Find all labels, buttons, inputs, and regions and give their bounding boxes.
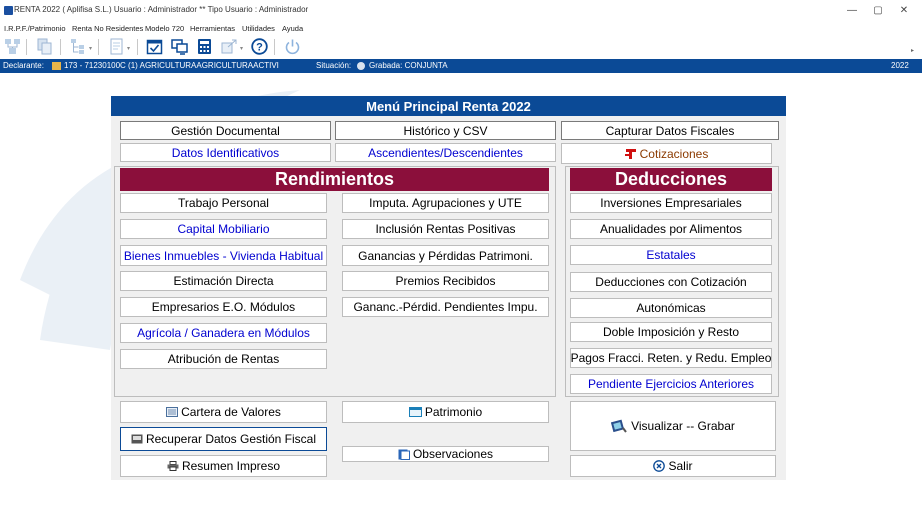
menu-herramientas[interactable]: Herramientas xyxy=(190,24,236,33)
dropdown-arrow-icon[interactable]: ▾ xyxy=(240,46,244,52)
help-icon[interactable] xyxy=(251,38,268,55)
folder-icon xyxy=(52,62,61,70)
estimacion-directa-button[interactable]: Estimación Directa xyxy=(120,271,327,291)
cotizaciones-icon xyxy=(625,148,637,159)
situacion-value: Grabada: CONJUNTA xyxy=(369,61,448,70)
toolbar-separator xyxy=(26,39,27,55)
resumen-impreso-button[interactable] xyxy=(120,455,327,477)
agricola-ganadera-modulos-button[interactable]: Agrícola / Ganadera en Módulos xyxy=(120,323,327,343)
export-icon[interactable] xyxy=(221,38,238,55)
imputa-agrupaciones-ute-button[interactable]: Imputa. Agrupaciones y UTE xyxy=(342,193,549,213)
bienes-inmuebles-button[interactable]: Bienes Inmuebles - Vivienda Habitual xyxy=(120,245,327,266)
minimize-button[interactable]: — xyxy=(847,5,857,16)
toolbar-separator xyxy=(137,39,138,55)
deducciones-header: Deducciones xyxy=(570,168,772,191)
estatales-button[interactable]: Estatales xyxy=(570,245,772,265)
inversiones-empresariales-button[interactable]: Inversiones Empresariales xyxy=(570,193,772,213)
toolbar-overflow-icon[interactable]: ▸ xyxy=(911,48,915,54)
restore-button[interactable]: ▢ xyxy=(873,5,883,16)
autonomicas-button[interactable]: Autonómicas xyxy=(570,298,772,318)
menu-ayuda[interactable]: Ayuda xyxy=(282,24,304,33)
ganancias-perdidas-patrimoniales-button[interactable]: Ganancias y Pérdidas Patrimoni. xyxy=(342,245,549,266)
visualizar-icon xyxy=(611,418,627,434)
menu-irpf[interactable]: I.R.P.F./Patrimonio xyxy=(4,24,66,33)
patrimonio-button[interactable] xyxy=(342,401,549,423)
cotizaciones-label: Cotizaciones xyxy=(639,146,709,161)
declarant-status-bar xyxy=(0,59,922,73)
anualidades-alimentos-button[interactable]: Anualidades por Alimentos xyxy=(570,219,772,239)
rendimientos-header: Rendimientos xyxy=(120,168,549,191)
power-icon[interactable] xyxy=(284,38,301,55)
trabajo-personal-button[interactable]: Trabajo Personal xyxy=(120,193,327,213)
resumen-impreso-label: Resumen Impreso xyxy=(181,459,281,473)
capturar-datos-fiscales-button[interactable]: Capturar Datos Fiscales xyxy=(561,121,779,140)
toolbar-separator xyxy=(274,39,275,55)
premios-recibidos-button[interactable]: Premios Recibidos xyxy=(342,271,549,291)
calculator-icon[interactable] xyxy=(196,38,213,55)
observaciones-icon xyxy=(398,449,410,460)
menu-utilidades[interactable]: Utilidades xyxy=(242,24,275,33)
ganancias-perdidas-pendientes-button[interactable]: Gananc.-Pérdid. Pendientes Impu. xyxy=(342,297,549,317)
situacion-label: Situación: xyxy=(316,61,352,70)
cartera-valores-label: Cartera de Valores xyxy=(181,405,281,419)
patrimonio-icon xyxy=(409,407,422,417)
close-button[interactable]: ✕ xyxy=(899,5,909,16)
dropdown-arrow-icon[interactable]: ▾ xyxy=(127,46,131,52)
toolbar xyxy=(0,35,922,59)
declarante-value[interactable]: 173 - 71230100C (1) AGRICULTURAAGRICULTURAACTIVI xyxy=(64,61,279,70)
cotizaciones-button[interactable] xyxy=(561,143,772,164)
menu-renta-no-residentes[interactable]: Renta No Residentes xyxy=(72,24,144,33)
empresarios-eo-modulos-button[interactable]: Empresarios E.O. Módulos xyxy=(120,297,327,317)
toolbar-separator xyxy=(60,39,61,55)
recuperar-icon xyxy=(131,434,143,444)
documents-icon[interactable] xyxy=(36,38,53,55)
salir-button[interactable] xyxy=(570,455,776,477)
pendiente-ejercicios-anteriores-button[interactable]: Pendiente Ejercicios Anteriores xyxy=(570,374,772,394)
inclusion-rentas-positivas-button[interactable]: Inclusión Rentas Positivas xyxy=(342,219,549,239)
exit-icon xyxy=(653,460,665,472)
doble-imposicion-resto-button[interactable]: Doble Imposición y Resto xyxy=(570,322,772,342)
monitors-icon[interactable] xyxy=(171,38,188,55)
historico-csv-button[interactable]: Histórico y CSV xyxy=(335,121,556,140)
main-menu-title: Menú Principal Renta 2022 xyxy=(111,96,786,116)
gestion-documental-button[interactable]: Gestión Documental xyxy=(120,121,331,140)
calendar-check-icon[interactable] xyxy=(146,38,163,55)
menu-modelo-720[interactable]: Modelo 720 xyxy=(145,24,185,33)
printer-icon xyxy=(167,461,179,471)
cartera-icon xyxy=(166,407,178,417)
dropdown-arrow-icon[interactable]: ▾ xyxy=(89,46,93,52)
window-title: RENTA 2022 ( Aplifisa S.L.) Usuario : Administrador ** Tipo Usuario : Administrador xyxy=(14,5,309,14)
observaciones-label: Observaciones xyxy=(412,447,494,461)
cartera-valores-button[interactable] xyxy=(120,401,327,423)
deducciones-cotizacion-button[interactable]: Deducciones con Cotización xyxy=(570,272,772,292)
report-icon[interactable] xyxy=(108,38,125,55)
app-icon xyxy=(4,6,13,15)
salir-label: Salir xyxy=(668,459,693,473)
disk-icon xyxy=(357,62,365,70)
tree-icon[interactable] xyxy=(70,38,87,55)
menu-bar xyxy=(0,22,922,35)
year-label: 2022 xyxy=(891,61,909,70)
visualizar-grabar-label: Visualizar -- Grabar xyxy=(631,419,735,433)
toolbar-separator xyxy=(98,39,99,55)
atribucion-rentas-button[interactable]: Atribución de Rentas xyxy=(120,349,327,369)
recuperar-label: Recuperar Datos Gestión Fiscal xyxy=(145,432,317,446)
network-icon[interactable] xyxy=(4,38,21,55)
svg-text:?: ? xyxy=(256,41,263,54)
observaciones-button[interactable] xyxy=(342,446,549,462)
capital-mobiliario-button[interactable]: Capital Mobiliario xyxy=(120,219,327,239)
pagos-fracc-reten-button[interactable]: Pagos Fracci. Reten. y Redu. Empleo xyxy=(570,348,772,368)
ascendientes-descendientes-button[interactable]: Ascendientes/Descendientes xyxy=(335,143,556,162)
datos-identificativos-button[interactable]: Datos Identificativos xyxy=(120,143,331,162)
window-title-bar xyxy=(0,0,922,22)
visualizar-grabar-button[interactable] xyxy=(570,401,776,451)
declarante-label: Declarante: xyxy=(3,61,44,70)
recuperar-datos-gestion-fiscal-button[interactable] xyxy=(120,427,327,451)
patrimonio-label: Patrimonio xyxy=(424,405,483,419)
